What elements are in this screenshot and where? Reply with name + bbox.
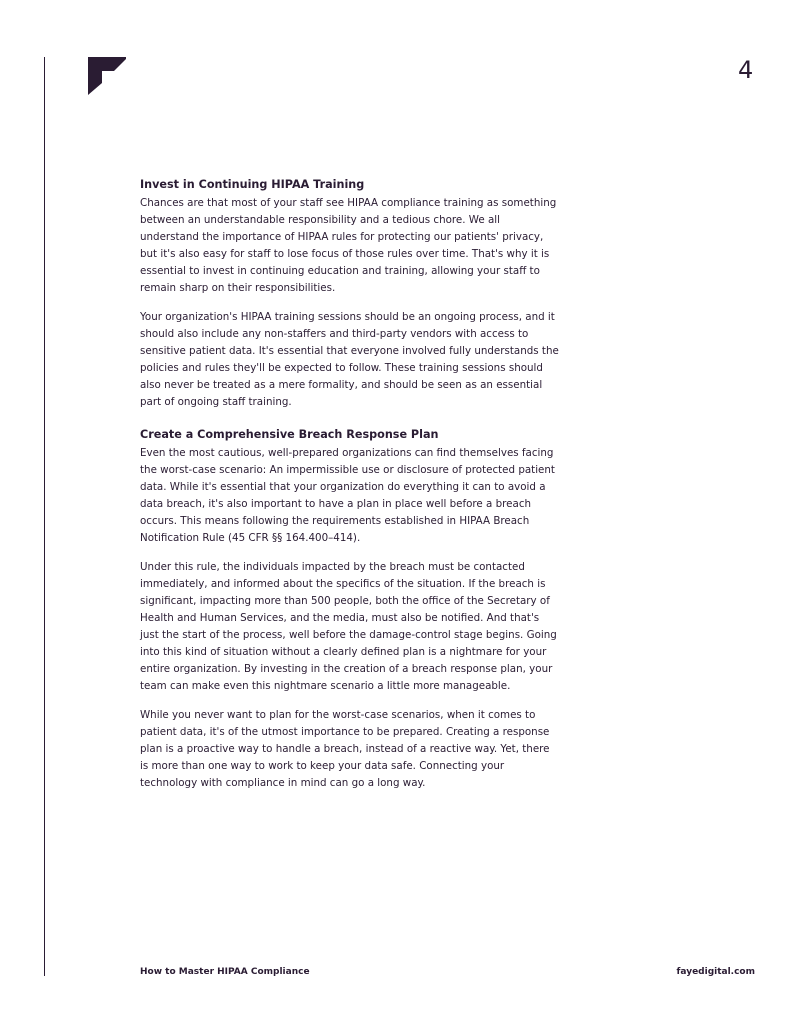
section-heading: Create a Comprehensive Breach Response Plan <box>140 428 439 441</box>
paragraph: While you never want to plan for the worst-case scenarios, when it comes to patient data, it's of the utmost importance to be prepared. Creating a response plan is a proactive way to handle a breach, instead of a reactive way. Yet, there is more than one way to work to keep your data safe. Connecting your technology with compliance in mind can go a long way. <box>140 709 550 789</box>
footer-document-title: How to Master HIPAA Compliance <box>140 967 310 977</box>
paragraph: Chances are that most of your staff see HIPAA compliance training as something between an understandable responsibility and a tedious chore. We all understand the importance of HIPAA rules for protecting our patients' privacy, but it's also easy for staff to lose focus of those rules over time. That's why it is essential to invest in continuing education and training, allowing your staff to remain sharp on their responsibilities. <box>140 197 557 294</box>
paragraph: Even the most cautious, well-prepared organizations can find themselves facing the worst-case scenario: An impermissible use or disclosure of protected patient data. While it's essential that your organization do everything it can to avoid a data breach, it's also important to have a plan in place well before a breach occurs. This means following the requirements established in HIPAA Breach Notification Rule (45 CFR §§ 164.400–414). <box>140 447 555 544</box>
page-number: 4 <box>738 56 754 84</box>
article-body <box>140 176 560 792</box>
left-margin-rule <box>44 57 45 976</box>
fayedigital-logo-icon <box>88 57 126 95</box>
footer-website-link[interactable]: fayedigital.com <box>676 967 755 977</box>
paragraph: Under this rule, the individuals impacted by the breach must be contacted immediately, and informed about the specifics of the situation. If the breach is significant, impacting more than 500 people, both the office of the Secretary of Health and Human Services, and the media, must also be notified. And that's just the start of the process, well before the damage-control stage begins. Going into this kind of situation without a clearly defined plan is a nightmare for your entire organization. By investing in the creation of a breach response plan, your team can make even this nightmare scenario a little more manageable. <box>140 561 557 692</box>
paragraph: Your organization's HIPAA training sessions should be an ongoing process, and it should also include any non-staffers and third-party vendors with access to sensitive patient data. It's essential that everyone involved fully understands the policies and rules they'll be expected to follow. These training sessions should also never be treated as a mere formality, and should be seen as an essential part of ongoing staff training. <box>140 311 559 408</box>
section-heading: Invest in Continuing HIPAA Training <box>140 178 365 191</box>
